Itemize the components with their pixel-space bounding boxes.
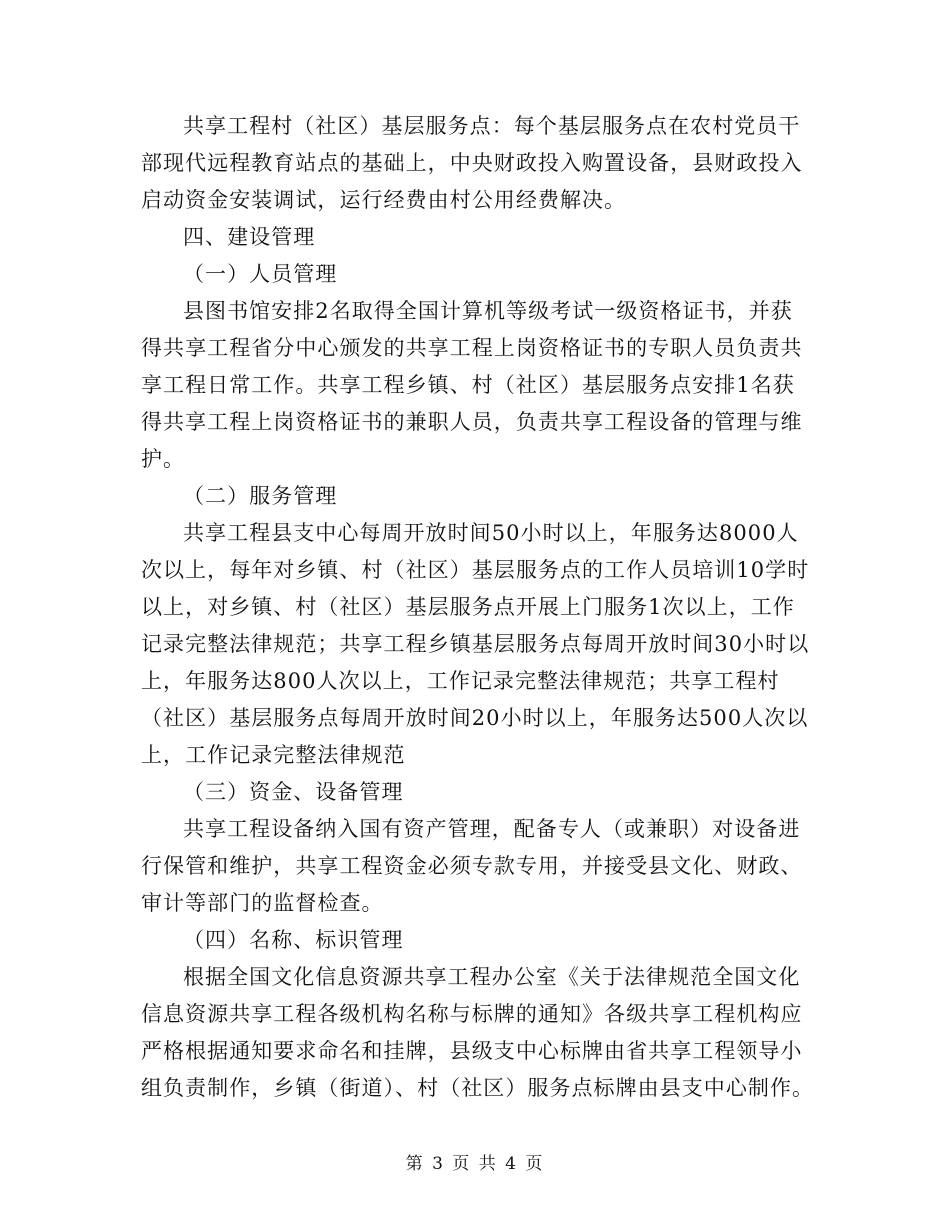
text-line: 行保管和维护，共享工程资金必须专款专用，并接受县文化、财政、	[141, 854, 803, 878]
text-line: 得共享工程省分中心颁发的共享工程上岗资格证书的专职人员负责共	[141, 336, 803, 360]
text-line: 组负责制作，乡镇（街道）、村（社区）服务点标牌由县支中心制作。	[141, 1076, 815, 1100]
text-line: 审计等部门的监督检查。	[141, 891, 384, 915]
text-line: 共享工程县支中心每周开放时间50小时以上，年服务达8000人	[183, 521, 799, 545]
text-line: 根据全国文化信息资源共享工程办公室《关于法律规范全国文化	[183, 965, 801, 989]
text-line: 共享工程设备纳入国有资产管理，配备专人（或兼职）对设备进	[183, 817, 801, 841]
text-line: 护。	[141, 447, 186, 471]
text-line: （三）资金、设备管理	[183, 780, 404, 804]
text-line: （二）服务管理	[183, 484, 338, 508]
text-line: 记录完整法律规范；共享工程乡镇基层服务点每周开放时间30小时以	[141, 632, 810, 656]
text-line: 信息资源共享工程各级机构名称与标牌的通知》各级共享工程机构应	[141, 1002, 803, 1026]
page-footer: 第 3 页 共 4 页	[405, 1154, 545, 1174]
text-line: 上，工作记录完整法律规范	[141, 743, 406, 767]
text-line: 共享工程村（社区）基层服务点：每个基层服务点在农村党员干	[183, 114, 801, 138]
text-line: 启动资金安装调试，运行经费由村公用经费解决。	[141, 188, 627, 212]
text-line: 部现代远程教育站点的基础上，中央财政投入购置设备，县财政投入	[141, 151, 803, 175]
text-line: （四）名称、标识管理	[183, 928, 404, 952]
text-line: 上，年服务达800人次以上，工作记录完整法律规范；共享工程村	[141, 669, 780, 693]
text-line: 县图书馆安排2名取得全国计算机等级考试一级资格证书，并获	[183, 299, 793, 323]
text-line: 得共享工程上岗资格证书的兼职人员，负责共享工程设备的管理与维	[141, 410, 803, 434]
text-line: （社区）基层服务点每周开放时间20小时以上，年服务达500人次以	[141, 706, 809, 730]
text-line: （一）人员管理	[183, 262, 338, 286]
text-line: 四、建设管理	[183, 225, 316, 249]
text-line: 以上，对乡镇、村（社区）基层服务点开展上门服务1次以上，工作	[141, 595, 795, 619]
text-line: 享工程日常工作。共享工程乡镇、村（社区）基层服务点安排1名获	[141, 373, 795, 397]
document-body	[141, 108, 815, 1107]
text-line: 次以上，每年对乡镇、村（社区）基层服务点的工作人员培训10学时	[141, 558, 810, 582]
text-line: 严格根据通知要求命名和挂牌，县级支中心标牌由省共享工程领导小	[141, 1039, 803, 1063]
